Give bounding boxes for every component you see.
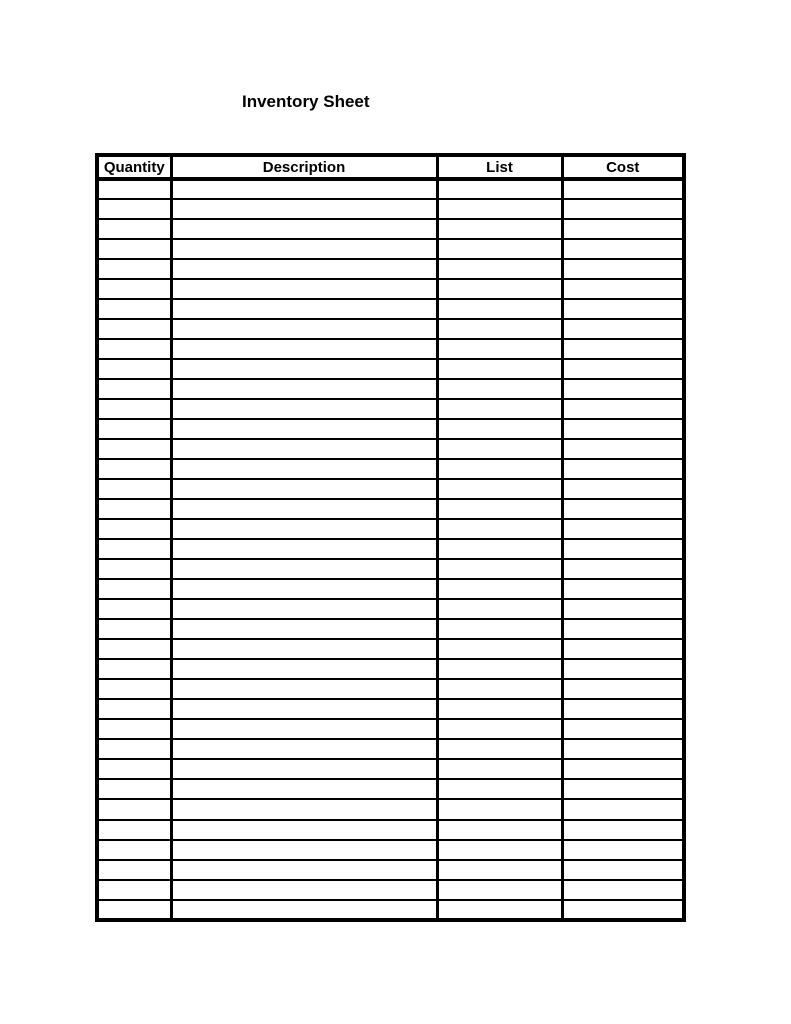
table-cell: [562, 459, 684, 479]
table-cell: [171, 639, 437, 659]
table-row: [97, 239, 684, 259]
table-cell: [171, 779, 437, 799]
table-cell: [562, 179, 684, 199]
table-cell: [97, 539, 171, 559]
table-row: [97, 439, 684, 459]
table-row: [97, 779, 684, 799]
table-cell: [97, 379, 171, 399]
table-cell: [437, 499, 562, 519]
table-cell: [171, 559, 437, 579]
table-cell: [437, 840, 562, 860]
table-cell: [437, 479, 562, 499]
table-cell: [97, 459, 171, 479]
table-cell: [97, 799, 171, 819]
table-cell: [437, 259, 562, 279]
table-row: [97, 619, 684, 639]
table-row: [97, 299, 684, 319]
table-row: [97, 880, 684, 900]
table-row: [97, 579, 684, 599]
table-row: [97, 379, 684, 399]
table-row: [97, 559, 684, 579]
table-cell: [437, 219, 562, 239]
table-cell: [97, 299, 171, 319]
table-cell: [171, 259, 437, 279]
table-cell: [437, 699, 562, 719]
table-cell: [171, 619, 437, 639]
table-cell: [171, 539, 437, 559]
table-cell: [437, 319, 562, 339]
table-cell: [562, 419, 684, 439]
table-cell: [562, 880, 684, 900]
table-cell: [171, 739, 437, 759]
table-cell: [171, 799, 437, 819]
table-cell: [171, 199, 437, 219]
table-cell: [171, 279, 437, 299]
table-cell: [171, 379, 437, 399]
table-cell: [171, 439, 437, 459]
table-cell: [562, 499, 684, 519]
table-cell: [97, 820, 171, 840]
table-cell: [562, 639, 684, 659]
column-header-list: List: [437, 155, 562, 179]
table-cell: [97, 259, 171, 279]
table-cell: [171, 840, 437, 860]
table-cell: [437, 419, 562, 439]
table-cell: [437, 439, 562, 459]
table-cell: [171, 519, 437, 539]
table-row: [97, 759, 684, 779]
table-row: [97, 219, 684, 239]
table-cell: [97, 359, 171, 379]
table-cell: [171, 699, 437, 719]
table-cell: [562, 259, 684, 279]
table-cell: [171, 820, 437, 840]
table-cell: [562, 479, 684, 499]
table-cell: [437, 579, 562, 599]
table-row: [97, 799, 684, 819]
table-cell: [171, 339, 437, 359]
table-cell: [437, 519, 562, 539]
table-row: [97, 319, 684, 339]
table-row: [97, 499, 684, 519]
table-cell: [562, 820, 684, 840]
table-cell: [97, 860, 171, 880]
table-cell: [437, 539, 562, 559]
table-cell: [97, 739, 171, 759]
table-cell: [171, 759, 437, 779]
column-header-quantity: Quantity: [97, 155, 171, 179]
table-cell: [97, 900, 171, 920]
table-cell: [562, 799, 684, 819]
table-row: [97, 279, 684, 299]
table-cell: [437, 279, 562, 299]
table-row: [97, 840, 684, 860]
table-row: [97, 860, 684, 880]
table-cell: [562, 719, 684, 739]
table-row: [97, 699, 684, 719]
table-row: [97, 599, 684, 619]
table-cell: [97, 579, 171, 599]
table-cell: [562, 759, 684, 779]
table-row: [97, 339, 684, 359]
table-cell: [97, 199, 171, 219]
table-cell: [97, 239, 171, 259]
table-cell: [562, 739, 684, 759]
table-cell: [97, 419, 171, 439]
table-cell: [437, 860, 562, 880]
table-cell: [97, 779, 171, 799]
table-cell: [97, 499, 171, 519]
table-cell: [97, 519, 171, 539]
table-cell: [437, 359, 562, 379]
table-cell: [97, 319, 171, 339]
table-cell: [437, 739, 562, 759]
table-cell: [562, 439, 684, 459]
table-row: [97, 739, 684, 759]
table-cell: [97, 279, 171, 299]
table-cell: [437, 779, 562, 799]
table-cell: [562, 319, 684, 339]
table-cell: [97, 439, 171, 459]
table-row: [97, 479, 684, 499]
table-cell: [562, 199, 684, 219]
page-title: Inventory Sheet: [242, 92, 370, 111]
table-row: [97, 820, 684, 840]
table-cell: [437, 339, 562, 359]
table-cell: [171, 179, 437, 199]
table-row: [97, 539, 684, 559]
inventory-table-body: [97, 179, 684, 920]
table-cell: [97, 699, 171, 719]
table-cell: [171, 299, 437, 319]
table-cell: [562, 519, 684, 539]
table-cell: [562, 579, 684, 599]
table-cell: [562, 299, 684, 319]
table-cell: [437, 299, 562, 319]
table-cell: [437, 679, 562, 699]
table-cell: [562, 679, 684, 699]
table-cell: [171, 900, 437, 920]
table-cell: [171, 599, 437, 619]
table-cell: [171, 880, 437, 900]
table-cell: [171, 659, 437, 679]
table-cell: [97, 759, 171, 779]
table-cell: [562, 379, 684, 399]
table-cell: [437, 459, 562, 479]
table-cell: [562, 900, 684, 920]
table-cell: [171, 719, 437, 739]
table-cell: [171, 479, 437, 499]
table-row: [97, 519, 684, 539]
column-header-cost: Cost: [562, 155, 684, 179]
table-row: [97, 639, 684, 659]
table-cell: [171, 579, 437, 599]
table-cell: [171, 399, 437, 419]
table-cell: [437, 239, 562, 259]
table-row: [97, 900, 684, 920]
table-cell: [97, 179, 171, 199]
table-cell: [171, 239, 437, 259]
table-cell: [562, 219, 684, 239]
table-cell: [562, 279, 684, 299]
table-cell: [562, 840, 684, 860]
table-cell: [97, 639, 171, 659]
table-cell: [437, 179, 562, 199]
table-cell: [97, 559, 171, 579]
table-row: [97, 679, 684, 699]
table-cell: [562, 860, 684, 880]
table-row: [97, 259, 684, 279]
table-cell: [437, 659, 562, 679]
table-cell: [562, 399, 684, 419]
table-cell: [562, 659, 684, 679]
table-cell: [171, 359, 437, 379]
table-row: [97, 399, 684, 419]
table-cell: [562, 559, 684, 579]
table-cell: [97, 399, 171, 419]
table-cell: [97, 840, 171, 860]
table-cell: [437, 399, 562, 419]
table-cell: [562, 359, 684, 379]
table-row: [97, 659, 684, 679]
table-cell: [437, 820, 562, 840]
table-row: [97, 719, 684, 739]
table-cell: [97, 479, 171, 499]
table-cell: [437, 759, 562, 779]
inventory-table: [95, 153, 686, 922]
table-cell: [171, 459, 437, 479]
table-cell: [562, 779, 684, 799]
table-cell: [97, 880, 171, 900]
table-cell: [437, 799, 562, 819]
table-row: [97, 459, 684, 479]
table-cell: [562, 699, 684, 719]
column-header-description: Description: [171, 155, 437, 179]
table-cell: [171, 219, 437, 239]
table-cell: [97, 619, 171, 639]
table-cell: [437, 719, 562, 739]
table-row: [97, 419, 684, 439]
table-cell: [97, 219, 171, 239]
table-cell: [437, 599, 562, 619]
table-cell: [97, 679, 171, 699]
table-cell: [562, 239, 684, 259]
table-cell: [97, 659, 171, 679]
table-cell: [437, 619, 562, 639]
table-cell: [437, 880, 562, 900]
table-cell: [171, 679, 437, 699]
table-cell: [562, 619, 684, 639]
table-cell: [437, 900, 562, 920]
table-cell: [97, 599, 171, 619]
table-cell: [171, 499, 437, 519]
table-cell: [562, 599, 684, 619]
table-cell: [437, 639, 562, 659]
table-cell: [437, 379, 562, 399]
table-cell: [437, 559, 562, 579]
table-cell: [562, 339, 684, 359]
table-cell: [97, 339, 171, 359]
table-cell: [171, 860, 437, 880]
table-cell: [562, 539, 684, 559]
table-row: [97, 199, 684, 219]
table-cell: [97, 719, 171, 739]
table-cell: [171, 319, 437, 339]
table-cell: [437, 199, 562, 219]
table-row: [97, 359, 684, 379]
header-row: [97, 155, 684, 179]
table-cell: [171, 419, 437, 439]
table-row: [97, 179, 684, 199]
